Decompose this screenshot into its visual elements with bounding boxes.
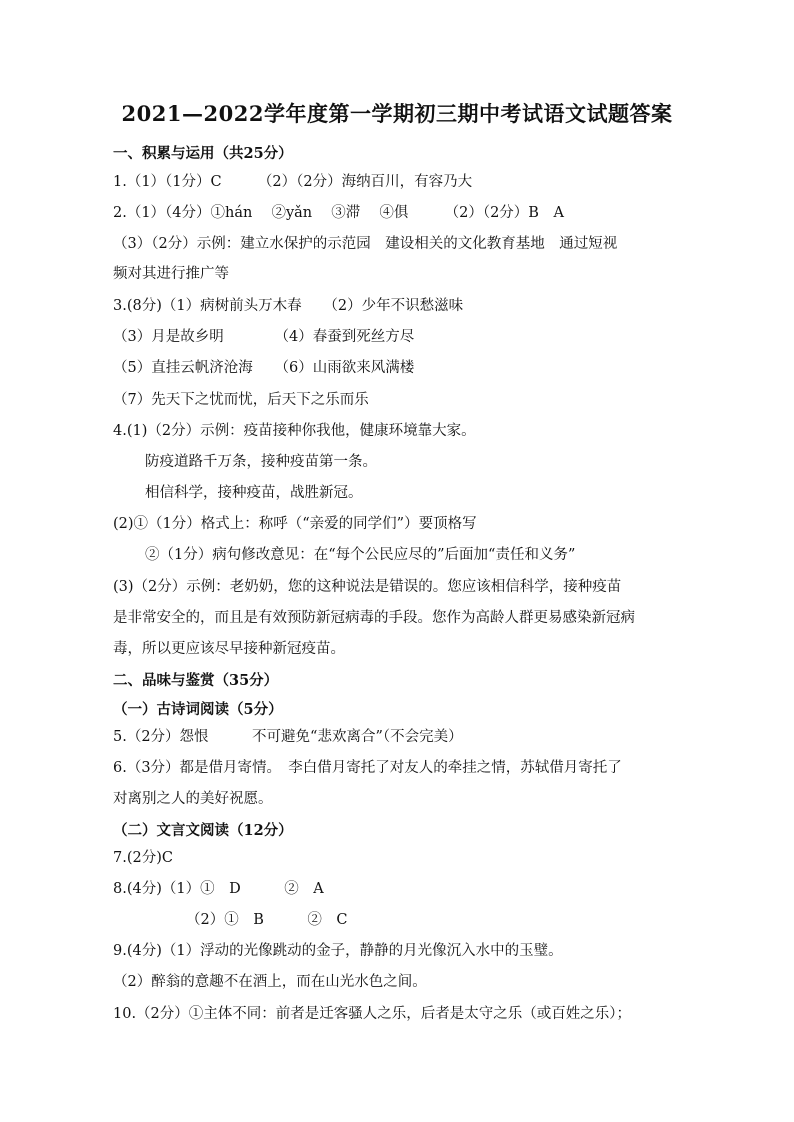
answer-line: (3)（2分）示例：老奶奶，您的这种说法是错误的。您应该相信科学，接种疫苗 xyxy=(113,579,622,595)
answer-line: 7.(2分)C xyxy=(113,850,173,866)
answer-line: 1.（1）（1分）C （2）（2分）海纳百川，有容乃大 xyxy=(113,174,473,190)
answer-line: 2.（1）（4分）①hán ②yǎn ③滞 ④俱 （2）（2分）B A xyxy=(113,205,564,221)
answer-line: （3）月是故乡明 （4）春蚕到死丝方尽 xyxy=(113,329,415,345)
answer-line: 频对其进行推广等 xyxy=(113,266,229,282)
answer-line: ②（1分）病句修改意见：在“每个公民应尽的”后面加“责任和义务” xyxy=(145,547,576,563)
answer-line: 8.(4分)（1）① D ② A xyxy=(113,881,324,897)
section-heading-2: 二、品味与鉴赏（35分） xyxy=(113,672,279,689)
answer-line: 3.(8分)（1）病树前头万木春 （2）少年不识愁滋味 xyxy=(113,298,464,314)
document-title: 2021—2022学年度第一学期初三期中考试语文试题答案 xyxy=(121,101,673,126)
answer-line: （5）直挂云帆济沧海 （6）山雨欲来风满楼 xyxy=(113,360,415,376)
answer-line: (2)①（1分）格式上：称呼（“亲爱的同学们”）要顶格写 xyxy=(113,516,477,532)
answer-line: （3）（2分）示例：建立水保护的示范园 建设相关的文化教育基地 通过短视 xyxy=(113,236,618,252)
answer-line: （7）先天下之忧而忧，后天下之乐而乐 xyxy=(113,392,369,408)
answer-line: 对离别之人的美好祝愿。 xyxy=(113,791,273,807)
subsection-heading: （一）古诗词阅读（5分） xyxy=(113,701,283,718)
answer-line: 是非常安全的，而且是有效预防新冠病毒的手段。您作为高龄人群更易感染新冠病 xyxy=(113,610,635,626)
answer-line: 防疫道路千万条，接种疫苗第一条。 xyxy=(145,454,377,470)
answer-line: 5.（2分）怨恨 不可避免“悲欢离合”（不会完美） xyxy=(113,729,463,745)
answer-line: 10.（2分）①主体不同：前者是迁客骚人之乐，后者是太守之乐（或百姓之乐）； xyxy=(113,1006,632,1022)
answer-line: 毒，所以更应该尽早接种新冠疫苗。 xyxy=(113,641,345,657)
answer-line: 9.(4分)（1）浮动的光像跳动的金子，静静的月光像沉入水中的玉璧。 xyxy=(113,943,563,959)
answer-line: 相信科学，接种疫苗，战胜新冠。 xyxy=(145,485,363,501)
section-heading-1: 一、积累与运用（共25分） xyxy=(113,145,293,162)
answer-line: （2）① B ② C xyxy=(186,912,348,928)
answer-line: 6.（3分）都是借月寄情。 李白借月寄托了对友人的牵挂之情，苏轼借月寄托了 xyxy=(113,760,622,776)
subsection-heading: （二）文言文阅读（12分） xyxy=(113,822,293,839)
answer-line: 4.(1)（2分）示例：疫苗接种你我他，健康环境靠大家。 xyxy=(113,423,476,439)
answer-line: （2）醉翁的意趣不在酒上，而在山光水色之间。 xyxy=(113,974,427,990)
